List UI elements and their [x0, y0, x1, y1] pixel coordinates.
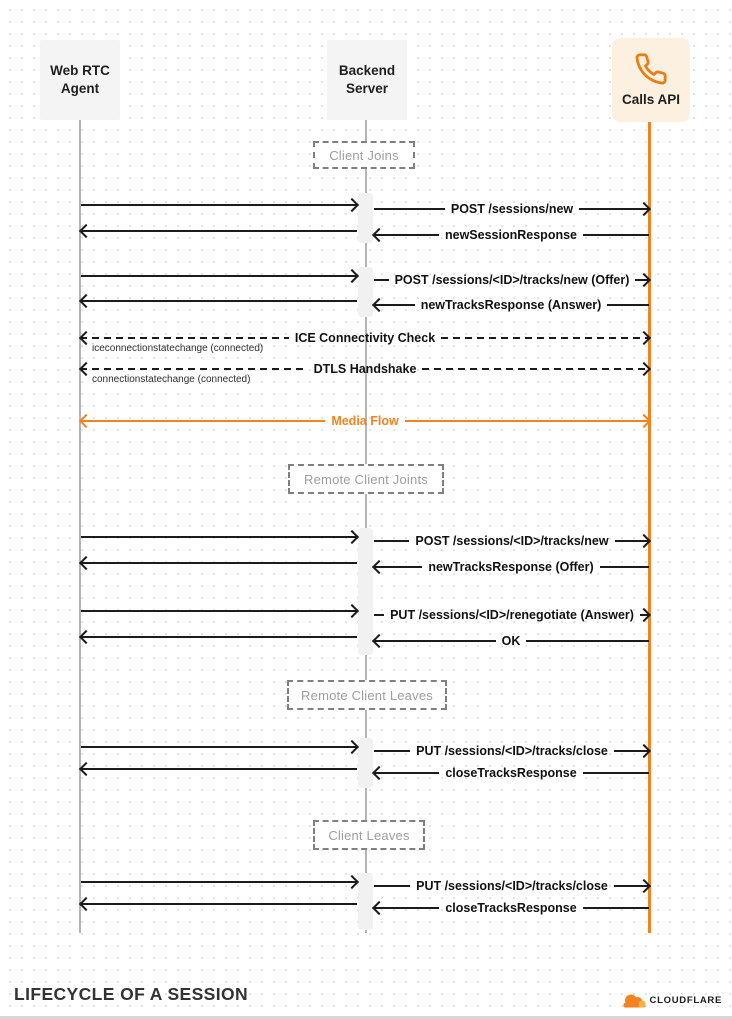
arrowhead-right-icon	[637, 273, 651, 287]
arrow-client-to-backend	[81, 198, 357, 212]
arrowhead-right-icon	[345, 269, 359, 283]
diagram-title: LIFECYCLE OF A SESSION	[14, 984, 249, 1004]
arrow-api-to-backend	[374, 298, 649, 312]
actor-label: Backend Server	[338, 63, 396, 96]
message-label: PUT /sessions/<ID>/renegotiate (Answer)	[390, 608, 634, 622]
arrow-backend-to-api	[374, 534, 649, 548]
arrow-client-to-backend	[81, 530, 357, 544]
arrow-backend-to-client	[81, 556, 357, 570]
arrowhead-right-icon	[637, 879, 651, 893]
event-label-iceconnectionstatechange: iceconnectionstatechange (connected)	[92, 343, 264, 354]
arrowhead-left-icon	[372, 228, 386, 242]
arrow-media-flow	[81, 414, 649, 428]
message-label: POST /sessions/<ID>/tracks/new	[415, 534, 609, 548]
arrowhead-left-icon	[79, 556, 93, 570]
actor-calls-api	[612, 38, 690, 122]
actor-label: Web RTC Agent	[50, 63, 110, 96]
message-label: POST /sessions/new	[450, 202, 574, 216]
arrow-backend-to-api	[374, 744, 649, 758]
arrowhead-left-icon	[79, 762, 93, 776]
message-label: closeTracksResponse	[445, 901, 577, 915]
arrowhead-right-icon	[637, 414, 651, 428]
arrowhead-right-icon	[637, 534, 651, 548]
actor-backend-server	[327, 40, 407, 120]
arrowhead-left-icon	[79, 897, 93, 911]
message-label: POST /sessions/<ID>/tracks/new (Offer)	[394, 273, 630, 287]
arrow-client-to-backend	[81, 875, 357, 889]
arrow-backend-to-client	[81, 762, 357, 776]
arrowhead-right-icon	[345, 530, 359, 544]
arrow-backend-to-client	[81, 294, 357, 308]
arrowhead-left-icon	[372, 766, 386, 780]
message-label: newSessionResponse	[445, 228, 577, 242]
note-remote-client-leaves: Remote Client Leaves	[287, 680, 447, 710]
cloudflare-wordmark: CLOUDFLARE	[649, 995, 722, 1006]
arrowhead-right-icon	[345, 740, 359, 754]
cloudflare-cloud-icon	[621, 992, 647, 1009]
activation-bar	[358, 873, 373, 930]
actor-label: Calls API	[621, 91, 681, 107]
message-label: closeTracksResponse	[445, 766, 577, 780]
arrowhead-left-icon	[79, 294, 93, 308]
arrowhead-left-icon	[79, 630, 93, 644]
message-label: OK	[501, 634, 521, 648]
arrowhead-left-icon	[79, 224, 93, 238]
lifeline-webrtc-agent	[79, 120, 81, 933]
arrowhead-left-icon	[372, 298, 386, 312]
arrowhead-left-icon	[372, 560, 386, 574]
arrow-api-to-backend	[374, 766, 649, 780]
arrow-backend-to-api	[374, 202, 649, 216]
arrowhead-right-icon	[345, 198, 359, 212]
message-label: ICE Connectivity Check	[294, 331, 436, 345]
arrowhead-left-icon	[79, 331, 93, 345]
activation-bar	[358, 193, 373, 243]
arrow-backend-to-api	[374, 879, 649, 893]
arrow-api-to-backend	[374, 901, 649, 915]
arrow-backend-to-client	[81, 630, 357, 644]
arrow-line	[81, 204, 358, 207]
message-label: newTracksResponse (Answer)	[420, 298, 602, 312]
arrowhead-right-icon	[345, 875, 359, 889]
lifeline-calls-api	[648, 122, 651, 933]
arrowhead-left-icon	[372, 634, 386, 648]
arrow-client-to-backend	[81, 740, 357, 754]
arrow-backend-to-api	[374, 608, 649, 622]
arrowhead-right-icon	[637, 202, 651, 216]
arrowhead-right-icon	[637, 331, 651, 345]
message-label: DTLS Handshake	[313, 362, 417, 376]
arrow-api-to-backend	[374, 560, 649, 574]
arrowhead-right-icon	[345, 604, 359, 618]
arrow-backend-to-client	[81, 897, 357, 911]
arrowhead-left-icon	[79, 414, 93, 428]
cloudflare-logo	[621, 992, 722, 1009]
arrow-api-to-backend	[374, 228, 649, 242]
activation-bar	[358, 267, 373, 317]
message-label: PUT /sessions/<ID>/tracks/close	[416, 744, 608, 758]
message-label: PUT /sessions/<ID>/tracks/close	[416, 879, 608, 893]
arrowhead-left-icon	[372, 901, 386, 915]
note-client-leaves: Client Leaves	[313, 820, 425, 850]
arrow-backend-to-client	[81, 224, 357, 238]
arrow-client-to-backend	[81, 269, 357, 283]
event-label-connectionstatechange: connectionstatechange (connected)	[92, 374, 251, 385]
arrowhead-right-icon	[637, 744, 651, 758]
note-remote-client-joins: Remote Client Joints	[288, 464, 444, 494]
arrow-api-to-backend	[374, 634, 649, 648]
activation-bar	[358, 528, 373, 655]
note-client-joins: Client Joins	[313, 141, 415, 169]
phone-icon	[634, 52, 668, 86]
actor-webrtc-agent	[40, 40, 120, 120]
arrowhead-left-icon	[79, 362, 93, 376]
arrowhead-right-icon	[637, 362, 651, 376]
message-label: newTracksResponse (Offer)	[428, 560, 594, 574]
arrow-client-to-backend	[81, 604, 357, 618]
activation-bar	[358, 738, 373, 788]
arrow-backend-to-api	[374, 273, 649, 287]
message-label: Media Flow	[331, 414, 399, 428]
